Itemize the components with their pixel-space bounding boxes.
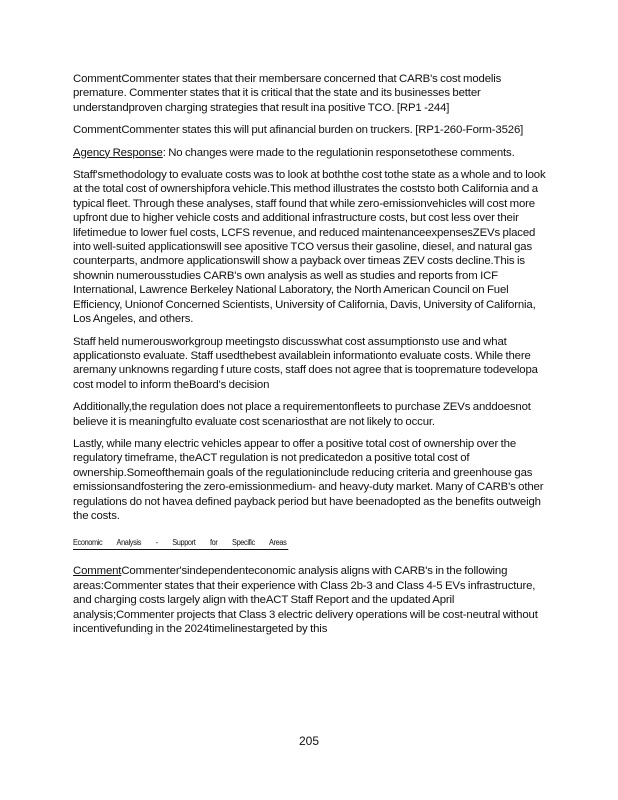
page-content bbox=[73, 72, 551, 644]
comment-text: Commenter'sindependenteconomic analysis aligns with CARB's in the following areas:Commenter states that their experience with Class 2b-3 and Class 4-5 EVs infrastructure, and charging costs largely align with theACT Staff Report and the updated April analysis;Commenter projects that Class 3 electric delivery operations will be cost-neutral without incentivefunding in the 2024timelinestargeted by this bbox=[73, 565, 538, 635]
section-heading-word: - bbox=[155, 538, 158, 548]
agency-response-label: Agency Response bbox=[73, 146, 163, 159]
section-heading-word: Analysis bbox=[116, 538, 142, 548]
lastly-paragraph: Lastly, while many electric vehicles appear to offer a positive total cost of ownership over the regulatory timeframe, theACT regulation is not predicatedon a positive total cost of ownership.Someofthemain goals of the regulationinclude reducing criteria and greenhouse gas emissionsandfostering the zero-emissionmedium- and heavy-duty market. Many of CARB's other regulations do not havea defined payback period but have beenadopted as the benefits outweigh the costs. bbox=[73, 437, 544, 522]
page-number: 205 bbox=[298, 734, 320, 748]
comment-paragraph-3 bbox=[73, 564, 551, 636]
section-heading-word: Economic bbox=[73, 538, 103, 548]
section-heading-word: Support bbox=[172, 538, 196, 548]
section-heading-word: Areas bbox=[269, 538, 287, 548]
additionally-paragraph: Additionally,the regulation does not place a requirementonfleets to purchase ZEVs anddoesnot believe it is meaningfulto evaluate cost scenariosthat are not likely to occur. bbox=[73, 401, 531, 428]
comment-label: Comment bbox=[73, 565, 122, 578]
methodology-paragraph: Staff'smethodology to evaluate costs was to look at boththe cost tothe state as a whole and to look at the total cost of ownershipfora vehicle.This method illustrates the coststo both California and a typical fleet. Through these analyses, staff found that while zero-emissionvehicles will cost more upfront due to higher vehicle costs and additional infrastructure costs, but cost less over their lifetimedue to lower fuel costs, LCFS revenue, and reduced maintenanceexpensesZEVs placed into well-suited applicationswill see apositive TCO versus their gasoline, diesel, and natural gas counterparts, andmore applicationswill show a payback over timeas ZEV costs decline.This is shownin numerousstudies CARB's own analysis as well as studies and reports from ICF International, Lawrence Berkeley National Laboratory, the North American Council on Fuel Efficiency, Unionof Concerned Scientists, University of California, Davis, University of California, Los Angeles, and others. bbox=[73, 169, 546, 326]
comment-paragraph-2: CommentCommenter states this will put afinancial burden on truckers. [RP1-260-Form-3526] bbox=[73, 124, 524, 137]
agency-response-text: : No changes were made to the regulationin responsetothese comments. bbox=[162, 146, 515, 159]
section-heading-word: Specific bbox=[232, 538, 255, 548]
comment-paragraph-1: CommentCommenter states that their membersare concerned that CARB's cost modelis premature. Commenter states that it is critical that the state and its businesses better understandproven charging strategies that result ina positive TCO. [RP1 -244] bbox=[73, 73, 502, 114]
section-heading bbox=[73, 537, 288, 550]
section-heading-word: for bbox=[209, 538, 218, 548]
workgroup-paragraph: Staff held numerousworkgroup meetingsto discusswhat cost assumptionsto use and what applicationsto evaluate. Staff usedthebest availablein informationto evaluate costs. While there aremany unknowns regarding f uture costs, staff does not agree that is toopremature todevelopa cost model to inform theBoard's decision bbox=[73, 335, 538, 391]
agency-response-paragraph bbox=[73, 146, 551, 160]
